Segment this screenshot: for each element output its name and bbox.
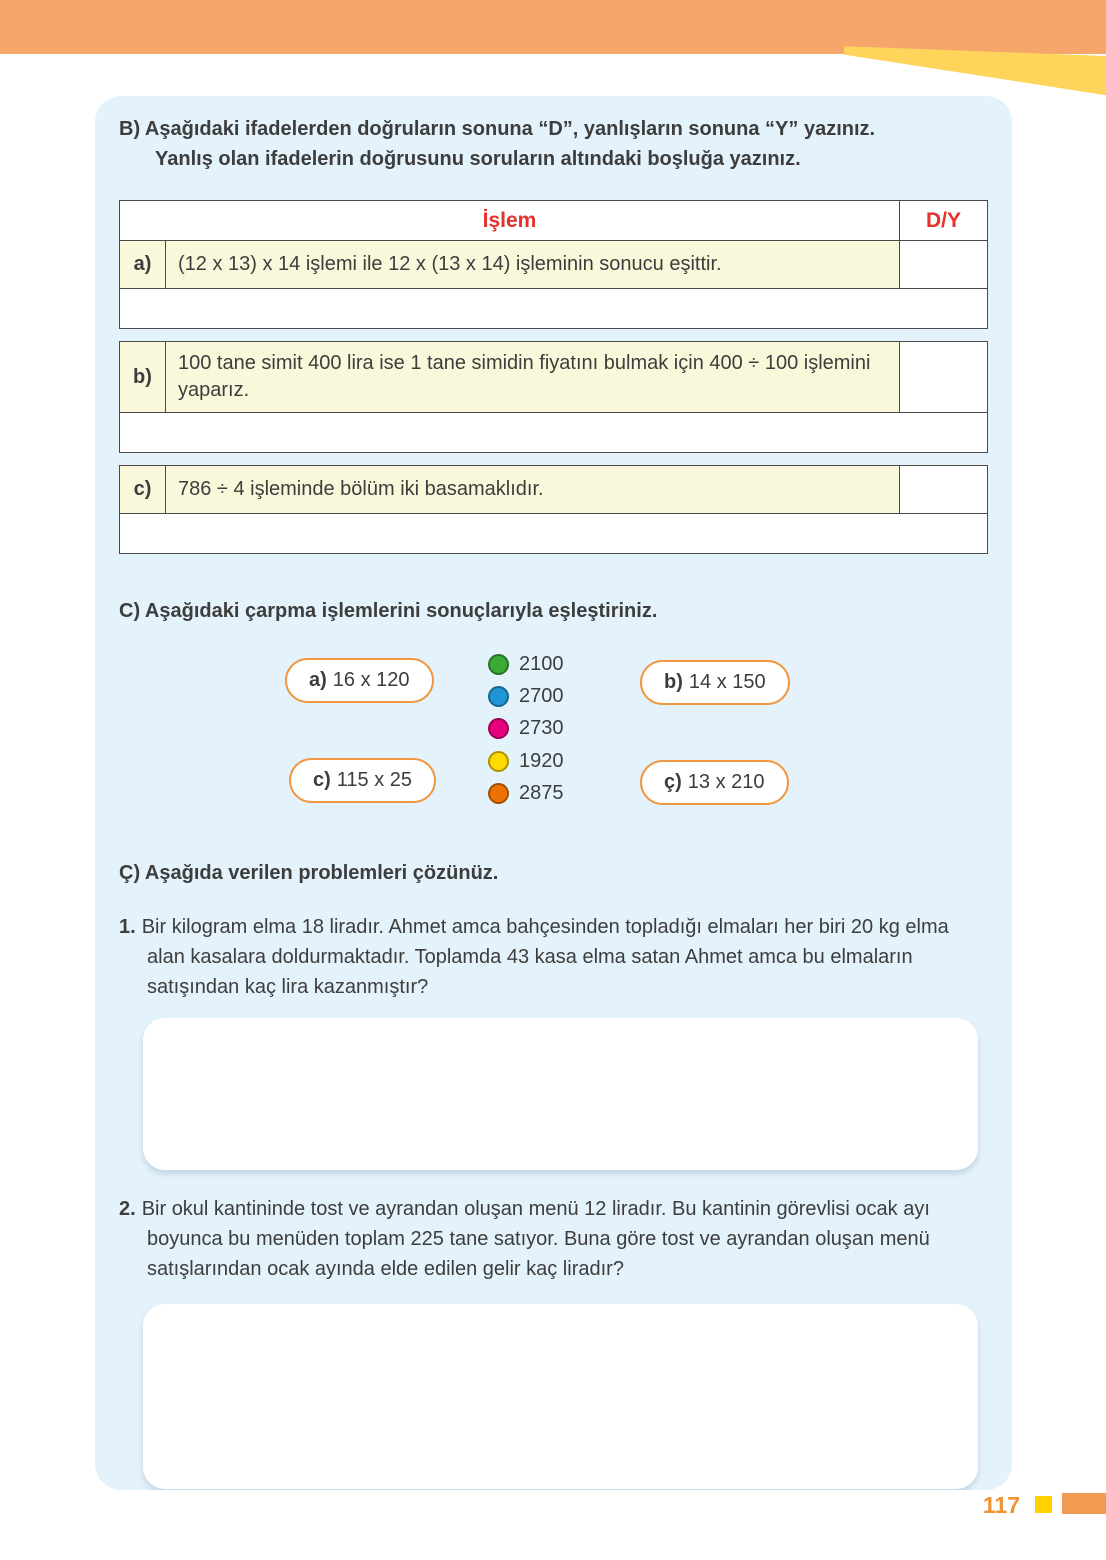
- row-b-letter: b): [120, 342, 166, 413]
- match-pill-c[interactable]: [289, 758, 436, 803]
- match-pill-cedilla[interactable]: [640, 760, 789, 805]
- match-option-2700-value: 2700: [519, 685, 564, 707]
- green-dot-icon[interactable]: [488, 654, 509, 675]
- row-a-correction-area[interactable]: [120, 289, 988, 329]
- row-a-letter: a): [120, 241, 166, 289]
- problem-2-answer-area[interactable]: [143, 1304, 978, 1489]
- table-row: [120, 514, 988, 554]
- row-c-dy-answer-cell[interactable]: [900, 466, 988, 514]
- section-b-heading-line1: B) Aşağıdaki ifadelerden doğruların sonuna “D”, yanlışların sonuna “Y” yazınız.: [119, 118, 876, 140]
- row-c-correction-area[interactable]: [120, 514, 988, 554]
- match-option-2730-value: 2730: [519, 717, 564, 739]
- match-pill-a-letter: a): [309, 669, 327, 691]
- row-a-statement: (12 x 13) x 14 işlemi ile 12 x (13 x 14) işleminin sonucu eşittir.: [166, 241, 900, 289]
- row-a-dy-answer-cell[interactable]: [900, 241, 988, 289]
- table-row: [120, 466, 988, 514]
- orange-dot-icon[interactable]: [488, 783, 509, 804]
- statements-table-b: [119, 341, 988, 453]
- magenta-dot-icon[interactable]: [488, 718, 509, 739]
- problem-2: [119, 1194, 988, 1284]
- top-banner-orange: [0, 0, 1106, 54]
- table-row: [120, 289, 988, 329]
- section-b-heading-line2: Yanlış olan ifadelerin doğrusunu soruların altındaki boşluğa yazınız.: [155, 148, 801, 170]
- match-pill-b-text: 14 x 150: [688, 671, 766, 693]
- match-option-2100[interactable]: [488, 650, 564, 678]
- match-option-2875-value: 2875: [519, 782, 564, 804]
- match-option-2700[interactable]: [488, 682, 564, 710]
- section-cedilla-heading: Ç) Aşağıda verilen problemleri çözünüz.: [119, 862, 499, 884]
- page-number: 117: [982, 1492, 1020, 1518]
- match-option-1920-value: 1920: [519, 750, 564, 772]
- row-b-dy-answer-cell[interactable]: [900, 342, 988, 413]
- blue-dot-icon[interactable]: [488, 686, 509, 707]
- match-option-2100-value: 2100: [519, 653, 564, 675]
- section-b-heading: [119, 114, 988, 174]
- statements-table-c: [119, 465, 988, 554]
- problem-1-number: 1.: [119, 916, 136, 938]
- problem-2-text: Bir okul kantininde tost ve ayrandan oluşan menü 12 liradır. Bu kantinin görevlisi ocak ayı boyunca bu menüden toplam 225 tane satıyor. Buna göre tost ve ayrandan oluşan menü satışlarından ocak ayında elde edilen gelir kaç liradır?: [141, 1198, 930, 1280]
- match-pill-c-text: 115 x 25: [336, 769, 413, 791]
- footer-orange-bar: [1062, 1493, 1106, 1514]
- match-pill-b[interactable]: [640, 660, 790, 705]
- row-b-correction-area[interactable]: [120, 413, 988, 453]
- table-header-islem: İşlem: [120, 201, 900, 241]
- yellow-dot-icon[interactable]: [488, 751, 509, 772]
- match-pill-cedilla-text: 13 x 210: [687, 771, 765, 793]
- matching-exercise: [119, 646, 988, 818]
- row-c-statement: 786 ÷ 4 işleminde bölüm iki basamaklıdır.: [166, 466, 900, 514]
- worksheet-panel: [95, 96, 1012, 1490]
- problem-1-answer-area[interactable]: [143, 1018, 978, 1170]
- table-row: [120, 342, 988, 413]
- match-pill-b-letter: b): [664, 671, 683, 693]
- match-pill-a[interactable]: [285, 658, 434, 703]
- problem-1: [119, 912, 988, 1002]
- match-option-1920[interactable]: [488, 747, 564, 775]
- section-c-heading: C) Aşağıdaki çarpma işlemlerini sonuçlarıyla eşleştiriniz.: [119, 600, 658, 622]
- table-header-dy: D/Y: [900, 201, 988, 241]
- problem-1-text: Bir kilogram elma 18 liradır. Ahmet amca bahçesinden topladığı elmaları her biri 20 kg elma alan kasalara doldurmaktadır. Toplamda 43 kasa elma satan Ahmet amca bu elmaların satışından kaç lira kazanmıştır?: [141, 916, 949, 998]
- row-c-letter: c): [120, 466, 166, 514]
- match-pill-a-text: 16 x 120: [332, 669, 410, 691]
- problem-2-number: 2.: [119, 1198, 136, 1220]
- table-row: [120, 241, 988, 289]
- table-row: [120, 413, 988, 453]
- footer-yellow-square: [1035, 1496, 1052, 1513]
- match-option-2875[interactable]: [488, 779, 564, 807]
- match-option-2730[interactable]: [488, 714, 564, 742]
- statements-table-a: [119, 200, 988, 329]
- match-pill-c-letter: c): [313, 769, 331, 791]
- row-b-statement: 100 tane simit 400 lira ise 1 tane simidin fiyatını bulmak için 400 ÷ 100 işlemini yaparız.: [166, 342, 900, 413]
- match-pill-cedilla-letter: ç): [664, 771, 682, 793]
